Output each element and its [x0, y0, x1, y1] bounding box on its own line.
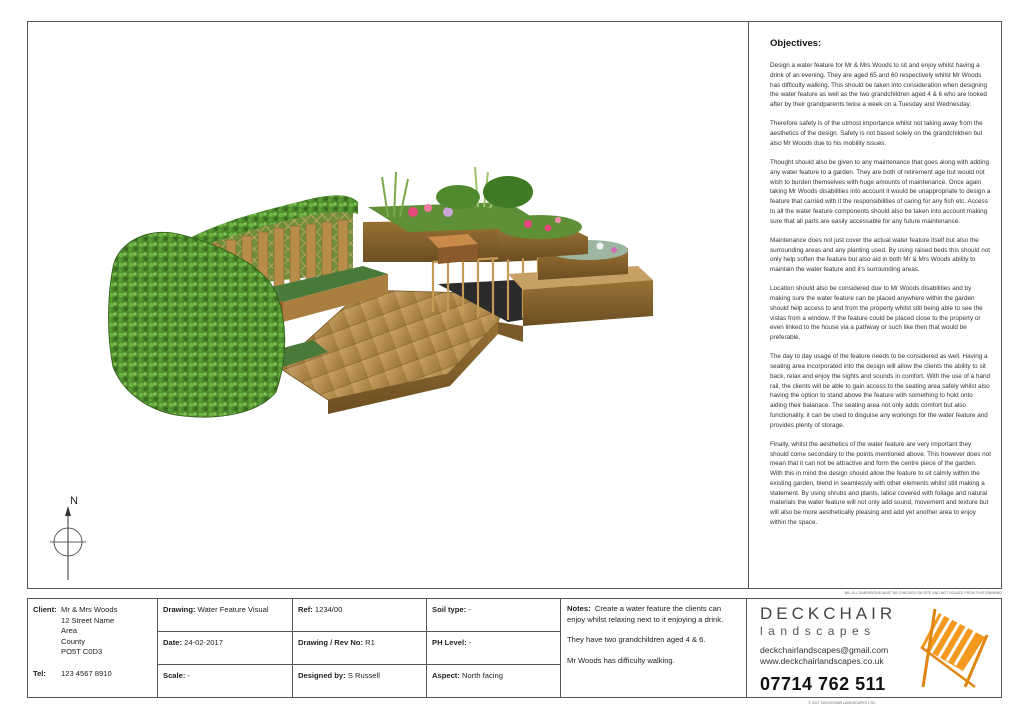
- tel-value: 123 4567 8910: [61, 669, 112, 678]
- rev-value: R1: [365, 638, 375, 647]
- aspect-label: Aspect:: [432, 671, 460, 680]
- client-address-line: 12 Street Name: [61, 615, 115, 625]
- scale-value: -: [187, 671, 191, 680]
- ref-value: 1234/00: [314, 605, 343, 614]
- objectives-paragraph: Therefore safety is of the utmost importance whilst not taking away from the aesthetics of the design. Safety is not based solely on the grandchildren but also Mr Woods due to his mobility issues.: [770, 120, 983, 147]
- designed-value: S Russell: [347, 671, 380, 680]
- middle-planter-plants: [498, 215, 582, 239]
- designed-cell: [293, 665, 427, 697]
- objectives-paragraph: The day to day usage of the feature needs to be considered as well. Having a seating area incorporated into the design will allow the clients the ability to sit back, relax and enjoy the sights and sounds in comfort. With the use of a hand rail, the clients will be able to gain access to the seating area safely whilst also having the option to stand above the feature with something to hold onto aiding their balanace. The seating area not only adds comfort but also functionality, it can be used to disguise any workings for the water feature and provides plenty of storage.: [770, 353, 991, 429]
- dimension-note: NB: ALL DIMENSIONS MUST BE CHECKED ON SITE AND NOT SCALED FROM THIS DRAWING: [844, 591, 1002, 595]
- ref-cell: [293, 599, 427, 632]
- soil-label: Soil type:: [432, 605, 467, 614]
- rev-cell: [293, 632, 427, 665]
- scale-cell: [158, 665, 293, 697]
- aspect-cell: [427, 665, 561, 697]
- notes-line: Mr Woods has difficulty walking.: [567, 655, 675, 665]
- ph-cell: [427, 632, 561, 665]
- tel-row: [33, 669, 112, 680]
- date-label: Date:: [163, 638, 182, 647]
- objectives-paragraph: Location should also be considered due to Mr Woods disabilities and by making sure the water feature can be placed anywhere within the garden should help access to and from the property whilst still being able to see the vistas from a window. If the feature could be placed close to the property or even linked to the house via a pathway or such like then that would be preferable.: [770, 285, 983, 341]
- date-value: 24-02-2017: [184, 638, 223, 647]
- notes-line: They have two grandchildren aged 4 & 6.: [567, 635, 706, 644]
- client-cell: [28, 599, 158, 697]
- rev-label: Drawing / Rev No:: [298, 638, 363, 647]
- brand-name: DECKCHAIR: [760, 604, 897, 623]
- client-address-line: Area: [61, 626, 78, 635]
- title-block: [27, 598, 1002, 698]
- scale-label: Scale:: [163, 671, 186, 680]
- soil-cell: [427, 599, 561, 632]
- client-address-line: County: [61, 636, 86, 646]
- aspect-value: North facing: [461, 671, 503, 680]
- notes-label: Notes:: [567, 604, 591, 613]
- notes-line: Create a water feature the clients can enjoy whilst relaxing next to it enjoying a drink.: [567, 604, 724, 624]
- drawing-label: Drawing:: [163, 605, 196, 614]
- drawing-cell: [158, 599, 293, 632]
- ref-label: Ref:: [298, 605, 313, 614]
- brand-email[interactable]: deckchairlandscapes@gmail.com: [760, 645, 889, 655]
- date-cell: [158, 632, 293, 665]
- north-label: N: [70, 495, 78, 507]
- copyright-note: © 2017 DECKCHAIR LANDSCAPES LTD.: [808, 701, 876, 705]
- drawing-frame: [27, 21, 1002, 589]
- drawing-area: [28, 22, 748, 588]
- objectives-panel: [748, 22, 1001, 588]
- objectives-paragraph: Thought should also be given to any maintenance that goes along with adding any water feature to a garden. They are both of retirement age but would not wish to burden themselves with huge amounts of maintenance. Once again taking Mr Woods disabilities into account it would be unappropriate to design a feature that carried with it the responsibilities of caring for any fish etc. Access to all the water feature components should also be taken into account making sure that all parts are easily accessable for any future maintenance.: [770, 159, 991, 225]
- water-feature-visual: [28, 22, 748, 588]
- notes-cell: [561, 599, 747, 697]
- soil-value: -: [468, 605, 471, 614]
- ph-value: -: [468, 638, 472, 647]
- objectives-paragraph: Design a water feature for Mr & Mrs Woods to sit and enjoy whilst having a drink of an evening. They are aged 65 and 60 respectively whilst Mr Woods has difficulty walking. This should be taken into consideration when designing the water feature as well as the two grandchildren aged 4 & 6 who are looked after by their grandparents twice a week on a Tuesday and Wednesday.: [770, 62, 987, 108]
- tel-label: Tel:: [33, 669, 46, 678]
- objectives-paragraph: Maintenance does not just cover the actual water feature itself but also the surrounding areas and any planting used. By using raised beds this should not only help soften the feature but also aid in both Mr & Mrs Woods ability to maintain the water feature and it's surrounding areas.: [770, 236, 991, 273]
- brand-phone: 07714 762 511: [760, 674, 886, 694]
- objectives-paragraph: Finally, whilst the aesthetics of the water feature are very important they should come secondary to the points mentioned above. This however does not mean that it can not be attractive and form the centre piece of the garden. With this in mind the design should allow the feature to sit calmly within the existing garden, blend in seamlessly with other elements whilst still making a statement. By using shrubs and plants, latice covered with foliage and natural materials the water feature will not only add sound, movement and texture but will also be more aesthetically pleasing and add yet another area to enjoy within the space.: [770, 440, 991, 526]
- deckchair-icon: [915, 605, 997, 691]
- drawing-value: Water Feature Visual: [197, 605, 269, 614]
- designed-label: Designed by:: [298, 671, 346, 680]
- ph-label: PH Level:: [432, 638, 467, 647]
- objectives-heading: Objectives:: [770, 38, 822, 49]
- brand-subtitle: landscapes: [760, 624, 876, 638]
- client-name: Mr & Mrs Woods: [61, 605, 118, 614]
- lower-step: [498, 322, 523, 342]
- client-label: Client:: [33, 605, 57, 614]
- brand-website[interactable]: www.deckchairlandscapes.co.uk: [760, 656, 884, 666]
- client-postcode: PO5T C0D3: [61, 647, 103, 656]
- north-arrow: [50, 495, 86, 580]
- brand-block: [748, 599, 1001, 697]
